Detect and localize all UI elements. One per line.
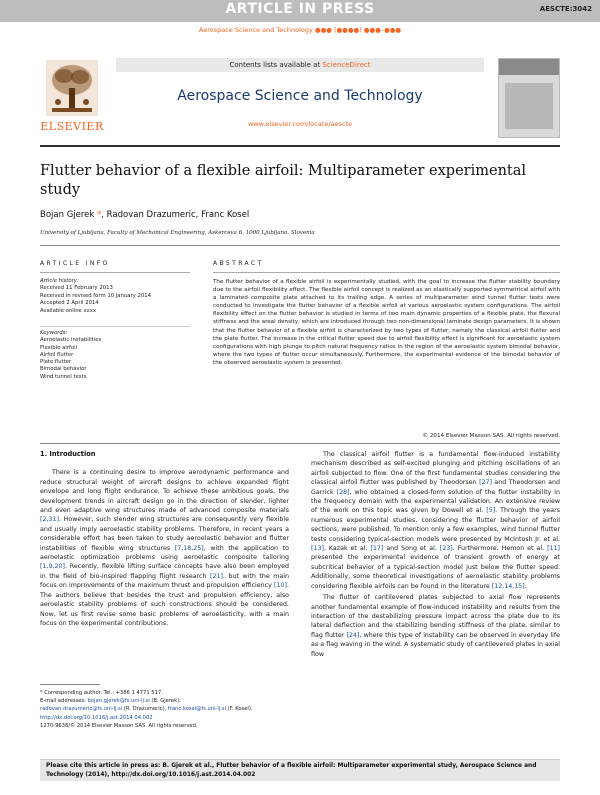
keyword: Flexible airfoil <box>40 344 78 351</box>
banner-text: ARTICLE IN PRESS <box>225 1 375 17</box>
contents-prefix: Contents lists available at <box>229 61 323 69</box>
author-first: Bojan Gjerek <box>40 210 98 220</box>
history-item: Received 11 February 2013 <box>40 285 113 292</box>
text-run: There is a continuing desire to improve aerodynamic performance and reduce structural weight of aircraft designs to achieve expanded flight envelope and long flight endurance. To achieve these ambitious goals, the development trends in aircraft design go in the direction of slender, lighter and even adaptive wing structures made of advanced composite materials <box>40 469 289 515</box>
email-label: E-mail addresses: <box>40 698 88 705</box>
text-run: . Through the years numerous experimental studies, considering the flutter behavior of airfoil sections, were published. To mention only a few examples, wind tunnel flutter tests considering typical-section models were presented by McIntosh Jr. et al. <box>311 507 560 543</box>
corresponding-author-note: * Corresponding author. Tel.: +386 1 4771 517. <box>40 690 163 696</box>
email-addresses <box>40 697 289 705</box>
email-addresses-cont <box>40 705 289 713</box>
abstract-text: The flutter behavior of a flexible airfoil is experimentally studied, with the goal to increase the flutter stability boundary due to the airfoil flexibility effect. The flexible airfoil concept is realized as an elastically supported symmetrical airfoil with a laminated composite plate attached to its trailing edge. A series of multiparameter wind tunnel flutter tests were conducted to investigate the flutter behavior of a flexible airfoil at various aeroelastic system configurations. The airfoil flexibility effect on the flutter behavior is studied in terms of two main dynamic properties of a flexible plate, the flexural stiffness and the areal density, which are introduced through two non-dimensional laminate design parameters. It is shown that the flutter behavior of a flexible airfoil is characterized by two types of flutter, namely the classical airfoil flutter and the plate flutter. The increase in the critical flutter speed due to airfoil flexibility effect is significant for aeroelastic system configurations with high plunge to pitch natural frequency ratios in the region of the aeroelastic system bimodal behavior, where the two types of flutter occur simultaneously. Furthermore, the experimental evidence of the bimodal behavior of the observed aeroelastic system is presented. <box>213 279 560 366</box>
cover-band <box>499 59 559 75</box>
section-heading-introduction: 1. Introduction <box>40 450 96 458</box>
text-run: The classical airfoil flutter is a fundamental flow-induced instability mechanism described as self-excited plunging and pitching oscillations of an airfoil subjected to flow. One of the first fundamental studies considering the classical airfoil flutter was published by Theodorsen <box>311 451 560 487</box>
email-link[interactable]: radovan.drazumeric@fs.uni-lj.si <box>40 706 123 713</box>
journal-title: Aerospace Science and Technology <box>177 88 423 104</box>
cover-image <box>505 83 553 129</box>
journal-header-center <box>116 58 484 138</box>
email-owner: (F. Kosel). <box>226 706 253 713</box>
keywords-rule <box>40 326 190 327</box>
journal-cover-thumbnail <box>498 58 560 138</box>
text-run: , but with the main focus on improvements of the maximum thrust and propulsion efficiency <box>40 572 289 590</box>
citation-link[interactable]: [12,14,15] <box>491 582 525 590</box>
keyword: Bimodal behavior <box>40 366 87 373</box>
journal-reference[interactable]: Aerospace Science and Technology ●●● (●●●●) ●●●–●●● <box>198 26 402 34</box>
article-in-press-banner <box>0 0 600 22</box>
issn-copyright: 1270-9638/© 2014 Elsevier Masson SAS. All rights reserved. <box>40 722 198 729</box>
citation-link[interactable]: [17] <box>370 545 384 553</box>
citation-link[interactable]: [1,9,20] <box>40 563 65 571</box>
elsevier-tree-icon <box>46 60 98 116</box>
citation-link[interactable]: [2,31] <box>40 516 59 524</box>
footnote-rule <box>40 684 100 685</box>
paragraph <box>311 450 560 591</box>
keyword: Wind tunnel tests <box>40 373 87 380</box>
history-item: Accepted 2 April 2014 <box>40 300 99 307</box>
text-run: presented the experimental evidence of transient growth of energy at subcritical behavior of a typical-section model just below the flutter speed. Additionally, some theoretical investigations of aeroelastic stability problems considering flexible airfoils can be found in the literature <box>311 554 560 590</box>
email-link[interactable]: bojan.gjerek@fs.uni-lj.si <box>87 698 150 705</box>
journal-homepage-link[interactable]: www.elsevier.com/locate/aescte <box>247 120 353 128</box>
text-run: , who obtained a closed-form solution of the flutter instability in the frequency domain with the experimental validation. An extensive review of the work on this topic was given by Dowell et al. <box>311 488 560 515</box>
elsevier-wordmark: ELSEVIER <box>40 120 104 133</box>
email-link[interactable]: franc.kosel@fs.uni-lj.si <box>167 706 227 713</box>
text-run: . However, such slender wing structures are consequently very flexible and usually imply aeroelastic stability problems. Therefore, in recent years a considerable effort has been taken to study aeroelastic behavior and flutter instabilities of flexible wing structures <box>40 516 289 552</box>
text-run: . Recently, flexible lifting surface concepts have also been employed in the field of bio-inspired flapping flight research <box>40 563 289 580</box>
citation-link[interactable]: [21] <box>210 572 223 580</box>
citation-link[interactable]: [11] <box>547 545 560 553</box>
footnotes <box>40 684 289 730</box>
text-run: and Song et al. <box>383 545 440 553</box>
keywords <box>40 330 101 381</box>
article-info-section <box>40 260 190 380</box>
journal-masthead <box>40 58 560 142</box>
text-run: . Furthermore, Hemon et al. <box>452 545 548 553</box>
text-run: , with the application to aeroelastic optimization problems using aeroelastic composite tailoring <box>40 544 289 562</box>
doi-link[interactable]: http://dx.doi.org/10.1016/j.ast.2014.04.002 <box>40 714 153 721</box>
body-column-left <box>40 450 289 628</box>
history-item: Available online xxxx <box>40 307 97 314</box>
article-title: Flutter behavior of a flexible airfoil: Multiparameter experimental study <box>40 163 527 198</box>
keyword: Aeroelastic instabilities <box>40 337 102 344</box>
keyword: Airfoil flutter <box>40 351 74 358</box>
article-info-rule <box>40 272 190 273</box>
elsevier-logo <box>40 58 104 138</box>
text-run: and Theodorsen and Garrick <box>311 479 560 496</box>
abstract-heading: ABSTRACT <box>213 260 264 267</box>
text-run: The flutter of cantilevered plates subjected to axial flow represents another fundamental example of flow-induced instability and results from the interaction of the destabilizing pressure impact across the plate due to its lateral deflection and the stabilizing bending stiffness of the plate, similar to flag flutter <box>311 594 560 639</box>
citation-link[interactable]: [23] <box>439 545 453 553</box>
keywords-label: Keywords: <box>40 330 68 336</box>
author-others: , Radovan Drazumeric, Franc Kosel <box>101 210 250 220</box>
contents-line <box>116 58 484 72</box>
sciencedirect-link[interactable]: ScienceDirect <box>322 61 371 69</box>
citation-link[interactable]: [27] <box>479 479 492 487</box>
citation-link[interactable]: [13] <box>311 545 324 553</box>
text-run: . <box>524 582 527 590</box>
author-list <box>40 210 249 220</box>
affiliation: University of Ljubljana, Faculty of Mechanical Engineering, Askerceva 6, 1000 Ljubljana, Slovenia <box>40 230 315 236</box>
text-run: . The authors believe that besides the trust and propulsion efficiency, also aeroelastic stability problems of such constructions should be considered. Now, let us first revise some basic problems of aeroelasticity, with a main focus on the experimental contributions. <box>40 582 289 627</box>
paragraph <box>40 468 289 628</box>
citation-box: Please cite this article in press as: B. Gjerek et al., Flutter behavior of a flexible airfoil: Multiparameter experimental study, Aerospace Science and Technology (2014), http://dx.doi.org/10.1016/j.ast.2014.04.002 <box>40 759 560 781</box>
email-owner: (B. Gjerek), <box>149 698 181 705</box>
abstract-rule-bottom <box>40 443 560 444</box>
history-label: Article history: <box>40 278 79 284</box>
citation-link[interactable]: [28] <box>336 488 350 496</box>
abstract-section <box>213 260 560 439</box>
citation-link[interactable]: [5] <box>486 507 496 515</box>
abstract-rule <box>213 272 560 273</box>
history-item: Received in revised form 10 January 2014 <box>40 292 151 299</box>
body-column-right <box>311 450 560 659</box>
citation-link[interactable]: [10] <box>274 582 287 590</box>
abstract-copyright: © 2014 Elsevier Masson SAS. All rights reserved. <box>422 433 560 439</box>
text-run: , where this type of instability can be observed in everyday life as a flag waving in the wind. A systematic study of cantilevered plates in axial flow <box>311 631 560 658</box>
header-rule <box>40 245 560 246</box>
paragraph <box>311 593 560 659</box>
citation-link[interactable]: [7,18,25] <box>174 544 204 552</box>
email-owner: (R. Drazumeric), <box>122 706 168 713</box>
masthead-rule <box>40 145 560 147</box>
article-info-heading: ARTICLE INFO <box>40 260 110 267</box>
keyword: Plate flutter <box>40 359 72 366</box>
journal-homepage <box>116 120 484 128</box>
article-code: AESCTE:3042 <box>539 5 592 13</box>
corresponding-author-mark[interactable]: * <box>97 210 102 220</box>
text-run: , Kazak et al. <box>323 545 371 553</box>
article-history <box>40 278 151 315</box>
citation-link[interactable]: [24] <box>346 631 360 639</box>
